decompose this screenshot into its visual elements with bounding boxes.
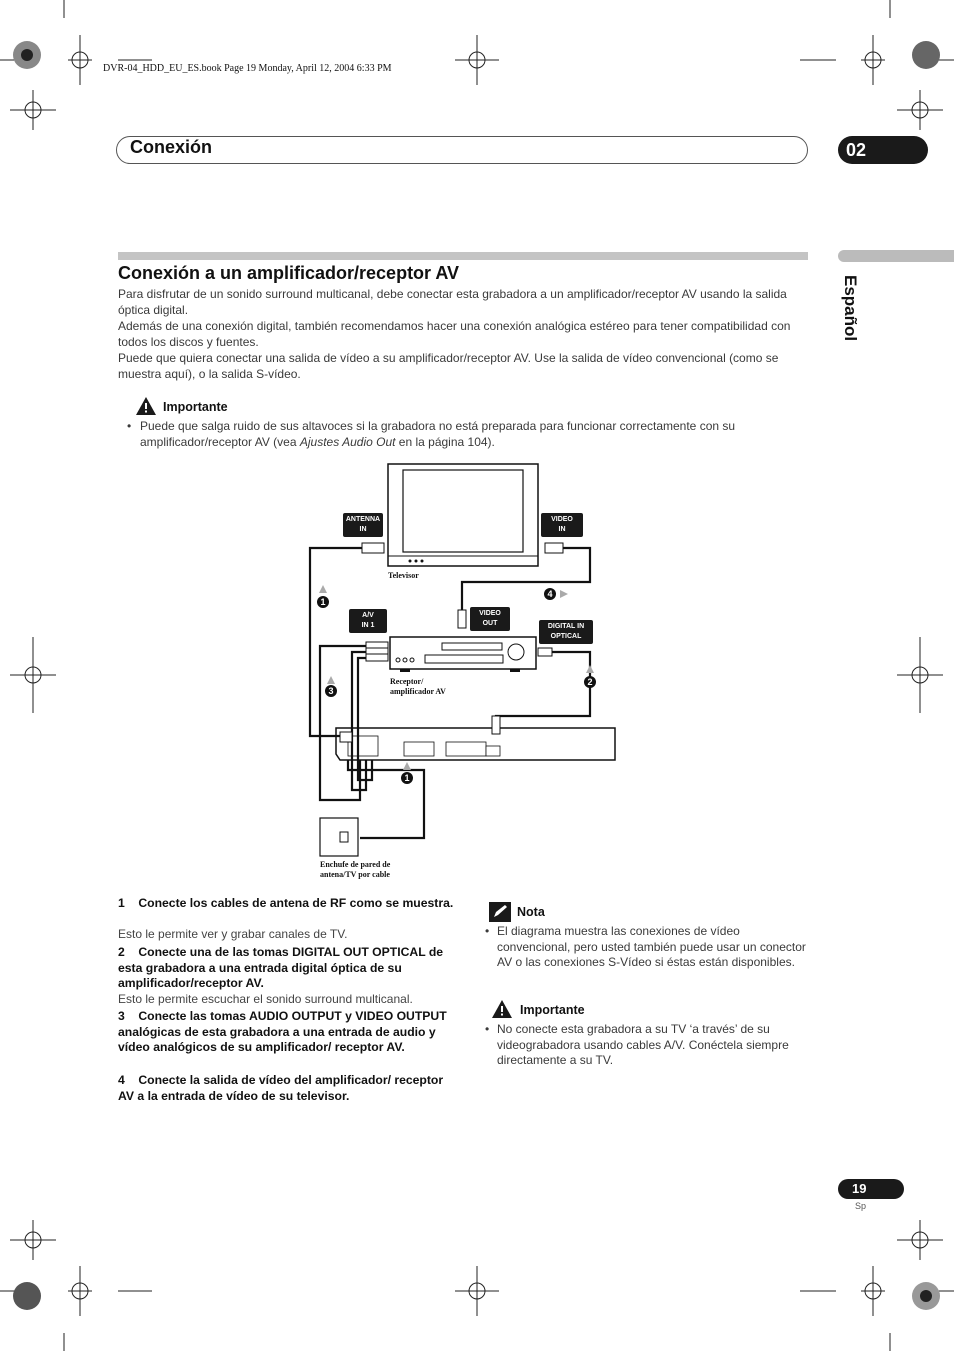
antenna-in-label: ANTENNA IN (343, 513, 383, 537)
chapter-number-badge: 02 (838, 136, 928, 164)
intro-paragraph-1: Para disfrutar de un sonido surround multicanal, debe conectar esta grabadora a un amplificador/receptor AV usando la salida óptica digital. (118, 287, 787, 317)
step-marker-1: 1 (317, 596, 329, 608)
section-title: Conexión a un amplificador/receptor AV (118, 263, 460, 283)
step-1-heading: 1 Conecte los cables de antena de RF como se muestra. (118, 896, 454, 910)
step-marker-4: 4 (544, 588, 556, 600)
page-header-title: Conexión (130, 137, 213, 157)
note-pencil-icon (489, 902, 511, 922)
book-meta-line: DVR-04_HDD_EU_ES.book Page 19 Monday, April 12, 2004 6:33 PM (103, 63, 392, 74)
intro-paragraph-3: Puede que quiera conectar una salida de vídeo a su amplificador/receptor AV. Use la salida de vídeo convencional (como se muestra aquí), o la salida S-vídeo. (118, 351, 779, 381)
step-2-description: Esto le permite escuchar el sonido surround multicanal. (118, 992, 413, 1006)
nota-bullet: El diagrama muestra las conexiones de vídeo convencional, pero usted también puede usar un conector AV o las conexiones S-Vídeo si éstas están disponibles. (497, 924, 806, 969)
importante-heading: Importante (163, 400, 228, 414)
digital-in-label: DIGITAL IN OPTICAL (539, 620, 593, 644)
header-frame (116, 136, 808, 164)
bullet-dot: • (485, 924, 490, 938)
video-in-label: VIDEO IN (541, 513, 583, 537)
tv-caption: Televisor (388, 571, 419, 580)
bullet-dot: • (127, 419, 132, 433)
language-side-label: Español (841, 275, 860, 342)
page-number-badge: 19 (838, 1179, 904, 1199)
importante-bullet-2: No conecte esta grabadora a su TV ‘a través’ de su videograbadora usando cables A/V. Conéctela siempre directamente a su TV. (497, 1022, 789, 1067)
av-receiver (390, 637, 536, 672)
step-marker-1b: 1 (401, 772, 413, 784)
wall-outlet (320, 818, 358, 856)
dvd-recorder (336, 728, 615, 760)
nota-heading: Nota (517, 905, 545, 919)
section-divider (118, 252, 808, 260)
language-tab-bar (838, 250, 954, 262)
video-out-label: VIDEO OUT (470, 607, 510, 631)
receiver-caption: Receptor/ amplificador AV (390, 677, 446, 696)
bullet-dot: • (485, 1022, 490, 1036)
step-2-heading: 2 Conecte una de las tomas DIGITAL OUT OPTICAL de esta grabadora a una entrada digital óptica de su amplificador/receptor AV. (118, 945, 444, 990)
step-3-heading: 3 Conecte las tomas AUDIO OUTPUT y VIDEO OUTPUT analógicas de esta grabadora a una entrada de audio y vídeo analógicos de su amplificador/ receptor AV. (118, 1009, 447, 1054)
step-1-description: Esto le permite ver y grabar canales de TV. (118, 927, 348, 941)
step-4-heading: 4 Conecte la salida de vídeo del amplificador/ receptor AV a la entrada de vídeo de su televisor. (118, 1073, 444, 1103)
tv-set (388, 464, 538, 566)
intro-paragraph-2: Además de una conexión digital, también recomendamos hacer una conexión analógica estéreo para tener compatibilidad con todos los discos y fuentes. (118, 319, 791, 349)
importante-heading-2: Importante (520, 1003, 585, 1017)
step-marker-3: 3 (325, 685, 337, 697)
page-language-code: Sp (855, 1201, 867, 1211)
importante-bullet: Puede que salga ruido de sus altavoces si la grabadora no está preparada para funcionar correctamente con su amplificador/receptor AV (vea Ajustes Audio Out en la página 104). (140, 419, 736, 449)
warning-icon (136, 397, 156, 415)
warning-icon (492, 1000, 512, 1018)
wall-outlet-caption: Enchufe de pared de antena/TV por cable (320, 860, 391, 879)
step-marker-2: 2 (584, 676, 596, 688)
av-in-label: A/V IN 1 (349, 609, 387, 633)
